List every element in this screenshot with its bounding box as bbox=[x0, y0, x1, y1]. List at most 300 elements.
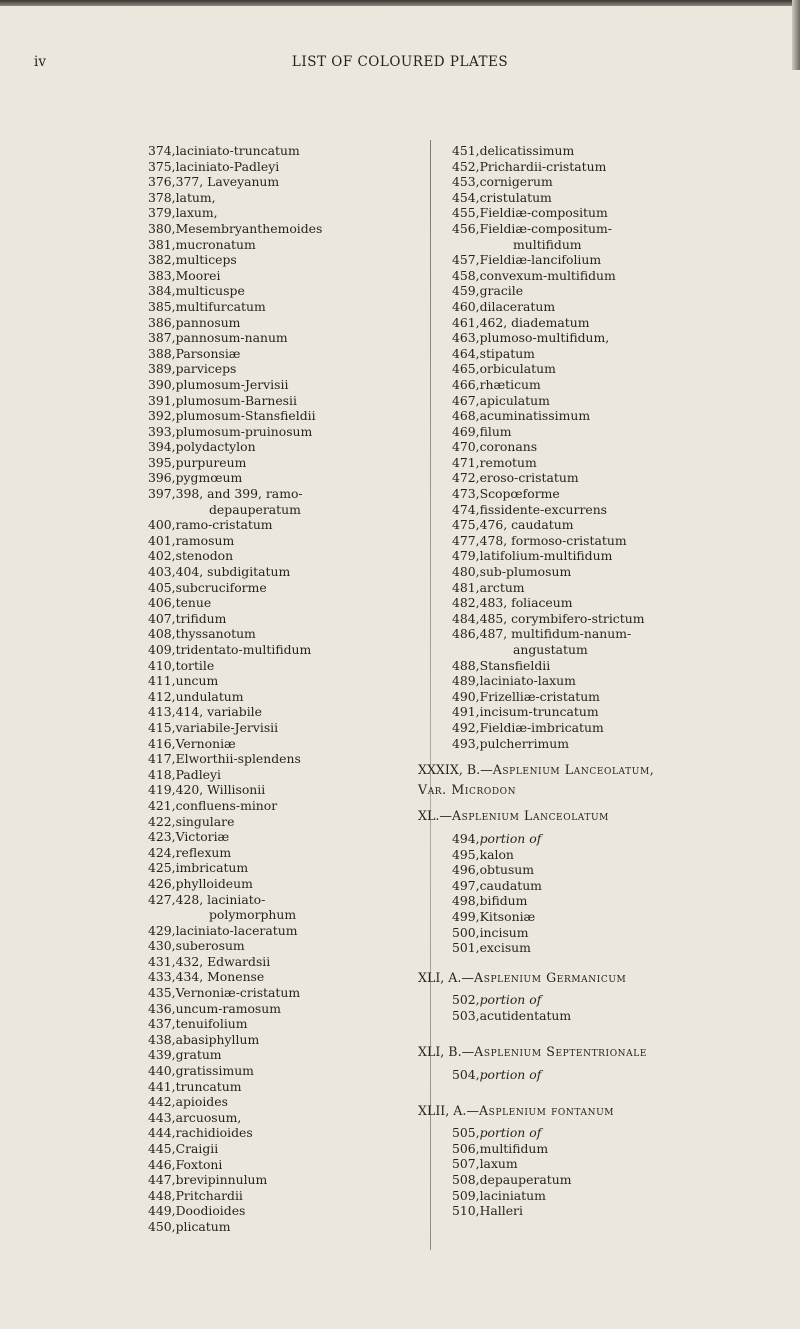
plate-variety-name: 478, formoso-cristatum bbox=[479, 532, 627, 548]
plate-number: 384, bbox=[148, 283, 176, 299]
plate-variety-name: delicatissimum bbox=[479, 143, 575, 158]
plate-entry bbox=[148, 1203, 428, 1219]
plate-variety-name: filum bbox=[479, 423, 512, 439]
plate-variety-name: reflexum bbox=[175, 844, 232, 860]
plate-number: 391, bbox=[148, 392, 176, 408]
section-plate-number: XLII, A.— bbox=[418, 1102, 479, 1118]
plate-variety-name: bifidum bbox=[479, 893, 528, 909]
plate-variety-name: depauperatum bbox=[209, 501, 301, 517]
plate-entry bbox=[148, 767, 428, 783]
plate-variety-name: pygmœum bbox=[175, 470, 243, 486]
plate-variety-name: multicuspe bbox=[175, 283, 245, 299]
plate-entry bbox=[452, 1141, 782, 1157]
plate-variety-name: Prichardii-cristatum bbox=[479, 158, 607, 174]
plate-number: 400, bbox=[148, 517, 176, 533]
plate-entry bbox=[452, 1188, 782, 1204]
plate-variety-name: uncum bbox=[175, 673, 219, 689]
plate-number: 498, bbox=[452, 893, 480, 909]
plate-variety-name: Foxtoni bbox=[175, 1156, 223, 1172]
plate-entry bbox=[452, 642, 782, 658]
plate-number: 437, bbox=[148, 1016, 176, 1032]
plate-variety-name: gratum bbox=[175, 1047, 222, 1063]
plate-entry bbox=[452, 470, 782, 486]
plate-entry bbox=[452, 517, 782, 533]
plate-number: 409, bbox=[148, 642, 176, 657]
plate-entry bbox=[148, 611, 428, 627]
plate-entry bbox=[452, 595, 782, 611]
plate-number: 465, bbox=[452, 361, 480, 377]
plate-number: 401, bbox=[148, 532, 176, 548]
plate-entry bbox=[148, 1047, 428, 1063]
plate-variety-name: 476, caudatum bbox=[479, 517, 574, 533]
plate-entry bbox=[452, 190, 782, 206]
plate-variety-name: laciniato-Padleyi bbox=[175, 158, 280, 174]
plate-variety-name: laciniato-laxum bbox=[479, 673, 576, 689]
plate-variety-name: rhæticum bbox=[479, 376, 541, 392]
plate-number: 395, bbox=[148, 454, 176, 470]
plate-entry bbox=[148, 1188, 428, 1204]
plate-variety-name: abasiphyllum bbox=[175, 1031, 260, 1047]
plate-number: 418, bbox=[148, 766, 176, 782]
plate-number: 411, bbox=[148, 673, 176, 689]
plate-variety-name: 414, variabile bbox=[175, 704, 262, 720]
plate-number: 427, bbox=[148, 891, 176, 907]
plate-variety-name: Halleri bbox=[479, 1203, 523, 1219]
plate-entry bbox=[452, 1067, 782, 1083]
plate-variety-name: ramo-cristatum bbox=[175, 517, 273, 533]
plate-entry bbox=[148, 829, 428, 845]
plate-number: 415, bbox=[148, 719, 176, 735]
plate-variety-name: 420, Willisonii bbox=[175, 782, 266, 798]
plate-variety-name: Craigii bbox=[175, 1141, 219, 1156]
plate-entry bbox=[148, 393, 428, 409]
plate-entry bbox=[452, 658, 782, 674]
plate-entry bbox=[148, 143, 428, 159]
plate-entry bbox=[452, 862, 782, 878]
plate-entry bbox=[148, 205, 428, 221]
plate-variety-name: Mesembryanthemoides bbox=[175, 220, 323, 236]
page-header bbox=[0, 54, 800, 74]
plate-number: 402, bbox=[148, 548, 176, 564]
plate-entry bbox=[452, 361, 782, 377]
plate-number: 508, bbox=[452, 1172, 480, 1188]
plate-number: 493, bbox=[452, 735, 480, 751]
plate-number: 443, bbox=[148, 1109, 176, 1125]
plate-entry bbox=[148, 782, 428, 798]
plate-number: 442, bbox=[148, 1094, 176, 1110]
plate-variety-name: laciniato-laceratum bbox=[175, 922, 298, 938]
plate-entry bbox=[148, 814, 428, 830]
plate-number: 471, bbox=[452, 454, 480, 470]
plate-number: 509, bbox=[452, 1187, 480, 1203]
plate-entry bbox=[148, 517, 428, 533]
plate-number: 506, bbox=[452, 1140, 480, 1156]
plate-variety-name: pannosum bbox=[175, 314, 241, 330]
plate-number: 412, bbox=[148, 688, 176, 704]
plate-number: 405, bbox=[148, 579, 176, 595]
plate-entry bbox=[148, 736, 428, 752]
plate-entry bbox=[452, 502, 782, 518]
plate-variety-name: dilaceratum bbox=[479, 298, 556, 314]
section-plate-number: XLI, A.— bbox=[418, 969, 475, 985]
plate-number: 410, bbox=[148, 657, 176, 673]
plate-variety-name: 398, and 399, ramo- bbox=[175, 486, 303, 502]
plate-number: 429, bbox=[148, 922, 176, 938]
plate-variety-name: Doodioides bbox=[175, 1203, 246, 1219]
plate-number: 379, bbox=[148, 205, 176, 221]
plate-number: 390, bbox=[148, 376, 176, 392]
section-heading bbox=[418, 762, 782, 778]
plate-number: 472, bbox=[452, 470, 480, 486]
plate-number: 459, bbox=[452, 283, 480, 299]
plate-entry bbox=[452, 252, 782, 268]
plate-entry bbox=[148, 1125, 428, 1141]
plate-number: 385, bbox=[148, 298, 176, 314]
section-heading bbox=[418, 970, 782, 986]
plate-entry bbox=[452, 940, 782, 956]
plate-variety-name: thyssanotum bbox=[175, 626, 256, 642]
plate-number: 484, bbox=[452, 610, 480, 626]
plate-entry bbox=[452, 221, 782, 237]
plate-variety-name: plumosum-pruinosum bbox=[175, 423, 313, 439]
plate-entry bbox=[148, 595, 428, 611]
plate-number: 397, bbox=[148, 486, 176, 502]
plate-number: 436, bbox=[148, 1000, 176, 1016]
plate-number: 480, bbox=[452, 564, 480, 580]
plate-number: 479, bbox=[452, 548, 480, 564]
plate-entry bbox=[452, 704, 782, 720]
plate-variety-name: ramosum bbox=[175, 532, 235, 548]
plate-entry bbox=[148, 626, 428, 642]
section-plate-number: XL.— bbox=[418, 808, 452, 824]
plate-variety-name: multifurcatum bbox=[175, 298, 266, 314]
plate-variety-name: portion of bbox=[479, 830, 542, 846]
top-border-rule bbox=[0, 0, 800, 6]
plate-variety-name: Fieldiæ-imbricatum bbox=[479, 719, 604, 735]
plate-number: 426, bbox=[148, 875, 176, 891]
plate-entry bbox=[148, 486, 428, 502]
plate-entry bbox=[148, 876, 428, 892]
plate-variety-name: tenue bbox=[175, 595, 212, 611]
plate-entry bbox=[452, 486, 782, 502]
plate-number: 452, bbox=[452, 158, 480, 174]
plate-entry bbox=[148, 1172, 428, 1188]
plate-number: 435, bbox=[148, 985, 176, 1001]
plate-variety-name: Parsonsiæ bbox=[175, 345, 241, 361]
plate-variety-name: Frizelliæ-cristatum bbox=[479, 688, 600, 704]
plate-number: 422, bbox=[148, 813, 176, 829]
plate-variety-name: tortile bbox=[175, 657, 215, 673]
plate-entry bbox=[452, 1172, 782, 1188]
plate-variety-name: Pritchardii bbox=[175, 1187, 243, 1203]
plate-variety-name: portion of bbox=[479, 992, 542, 1008]
plate-variety-name: portion of bbox=[479, 1067, 542, 1083]
plate-variety-name: multifidum bbox=[513, 236, 582, 252]
plate-number: 430, bbox=[148, 938, 176, 954]
plate-variety-name: Victoriæ bbox=[175, 829, 230, 845]
plate-number: 502, bbox=[452, 992, 480, 1008]
plate-entry bbox=[452, 611, 782, 627]
plate-entry bbox=[148, 658, 428, 674]
plate-entry bbox=[148, 580, 428, 596]
plate-entry bbox=[148, 283, 428, 299]
plate-number: 503, bbox=[452, 1007, 480, 1023]
section-heading bbox=[418, 808, 782, 824]
plate-number: 461, bbox=[452, 314, 480, 330]
plate-entry bbox=[452, 315, 782, 331]
plate-variety-name: plumosum-Jervisii bbox=[175, 376, 289, 392]
plate-number: 407, bbox=[148, 610, 176, 626]
plate-variety-name: gratissimum bbox=[175, 1063, 254, 1079]
plate-entry bbox=[148, 1094, 428, 1110]
plate-number: 374, bbox=[148, 143, 176, 158]
column-divider bbox=[430, 140, 431, 1250]
plate-number: 492, bbox=[452, 719, 480, 735]
plate-number: 475, bbox=[452, 517, 480, 533]
plate-entry bbox=[148, 845, 428, 861]
plate-variety-name: plumosum-Barnesii bbox=[175, 392, 297, 408]
plate-variety-name: plumosum-Stansfieldii bbox=[175, 408, 316, 424]
section-title: Asplenium Septentrionale bbox=[474, 1044, 648, 1060]
plate-number: 497, bbox=[452, 877, 480, 893]
plate-number: 470, bbox=[452, 439, 480, 455]
plate-variety-name: obtusum bbox=[479, 862, 535, 878]
plate-variety-name: 483, foliaceum bbox=[479, 595, 573, 611]
plate-number: 490, bbox=[452, 688, 480, 704]
plate-entry bbox=[452, 143, 782, 159]
plate-entry bbox=[148, 1032, 428, 1048]
plate-number: 455, bbox=[452, 205, 480, 221]
plate-number: 438, bbox=[148, 1031, 176, 1047]
plate-entry bbox=[452, 992, 782, 1008]
plate-number: 448, bbox=[148, 1187, 176, 1203]
plate-entry bbox=[148, 237, 428, 253]
plate-entry bbox=[452, 580, 782, 596]
plate-entry bbox=[452, 330, 782, 346]
plate-entry bbox=[452, 1156, 782, 1172]
plate-entry bbox=[452, 847, 782, 863]
plate-number: 453, bbox=[452, 174, 480, 190]
plate-variety-name: stenodon bbox=[175, 548, 234, 564]
plate-entry bbox=[148, 315, 428, 331]
plate-entry bbox=[452, 689, 782, 705]
plate-entry bbox=[148, 1157, 428, 1173]
plate-number: 375, bbox=[148, 158, 176, 174]
plate-entry bbox=[452, 424, 782, 440]
plate-entry bbox=[148, 1016, 428, 1032]
plate-number: 396, bbox=[148, 470, 176, 486]
plate-variety-name: sub-plumosum bbox=[479, 564, 572, 580]
plate-variety-name: plumoso-multifidum, bbox=[479, 330, 610, 346]
plate-entry bbox=[452, 878, 782, 894]
plate-variety-name: 432, Edwardsii bbox=[175, 953, 271, 969]
plate-entry bbox=[148, 642, 428, 658]
plate-number: 413, bbox=[148, 704, 176, 720]
plate-entry bbox=[452, 925, 782, 941]
plate-number: 463, bbox=[452, 330, 480, 346]
plate-entry bbox=[148, 408, 428, 424]
plate-number: 380, bbox=[148, 220, 176, 236]
running-title: LIST OF COLOURED PLATES bbox=[291, 54, 509, 70]
plate-number: 489, bbox=[452, 673, 480, 689]
plate-number: 477, bbox=[452, 532, 480, 548]
plate-entry bbox=[148, 720, 428, 736]
plate-number: 449, bbox=[148, 1203, 176, 1219]
plate-entry bbox=[452, 205, 782, 221]
plate-variety-name: 404, subdigitatum bbox=[175, 564, 291, 580]
plate-number: 440, bbox=[148, 1063, 176, 1079]
plate-number: 447, bbox=[148, 1172, 176, 1188]
plate-number: 450, bbox=[148, 1218, 176, 1234]
plate-variety-name: 428, laciniato- bbox=[175, 891, 266, 907]
plate-entry bbox=[452, 268, 782, 284]
plate-number: 445, bbox=[148, 1141, 176, 1156]
section-title: Asplenium Lanceolatum bbox=[451, 808, 609, 824]
plate-number: 387, bbox=[148, 330, 176, 346]
plate-variety-name: suberosum bbox=[175, 938, 245, 954]
plate-variety-name: convexum-multifidum bbox=[479, 267, 616, 283]
plate-entry bbox=[148, 1110, 428, 1126]
plate-entry bbox=[452, 626, 782, 642]
section-title: Asplenium fontanum bbox=[478, 1102, 615, 1118]
plate-number: 482, bbox=[452, 595, 480, 611]
plate-variety-name: polydactylon bbox=[175, 439, 256, 455]
plate-entry bbox=[148, 1001, 428, 1017]
section-title: Asplenium Lanceolatum, bbox=[492, 762, 655, 778]
plate-entry bbox=[148, 1141, 428, 1157]
plate-variety-name: caudatum bbox=[479, 877, 542, 893]
plate-number: 510, bbox=[452, 1203, 480, 1219]
plate-variety-name: kalon bbox=[479, 846, 514, 862]
plate-variety-name: singulare bbox=[175, 813, 235, 829]
plate-variety-name: laciniatum bbox=[479, 1187, 546, 1203]
plate-entry bbox=[452, 439, 782, 455]
plate-variety-name: remotum bbox=[479, 454, 537, 470]
plate-entry bbox=[452, 909, 782, 925]
plate-number: 456, bbox=[452, 220, 480, 236]
plate-variety-name: latum, bbox=[175, 189, 216, 205]
plate-number: 458, bbox=[452, 267, 480, 283]
section-heading bbox=[418, 1044, 782, 1060]
plate-entry bbox=[148, 502, 428, 518]
plate-entry bbox=[148, 361, 428, 377]
plate-variety-name: Elworthii-splendens bbox=[175, 751, 301, 767]
plate-number: 403, bbox=[148, 564, 176, 580]
plate-variety-name: Fieldiæ-lancifolium bbox=[479, 252, 602, 268]
plate-entry bbox=[452, 408, 782, 424]
plate-variety-name: Fieldiæ-compositum- bbox=[479, 220, 612, 236]
plate-entry bbox=[148, 689, 428, 705]
plate-entry bbox=[452, 533, 782, 549]
plate-number: 378, bbox=[148, 189, 176, 205]
plate-number: 504, bbox=[452, 1067, 480, 1083]
plate-entry bbox=[148, 969, 428, 985]
plate-entry bbox=[148, 174, 428, 190]
plate-variety-name: confluens-minor bbox=[175, 797, 278, 813]
plate-entry bbox=[452, 455, 782, 471]
plate-variety-name: stipatum bbox=[479, 345, 535, 361]
plate-variety-name: undulatum bbox=[175, 688, 244, 704]
plate-entry bbox=[452, 548, 782, 564]
plate-number: 423, bbox=[148, 829, 176, 845]
plate-variety-name: Fieldiæ-compositum bbox=[479, 205, 608, 221]
plate-entry bbox=[148, 424, 428, 440]
plate-entry bbox=[148, 330, 428, 346]
left-column-list bbox=[148, 143, 428, 1235]
plate-variety-name: pannosum-nanum bbox=[175, 330, 288, 346]
plate-entry bbox=[452, 893, 782, 909]
plate-number: 393, bbox=[148, 423, 176, 439]
plate-variety-name: 487, multifidum-nanum- bbox=[479, 626, 632, 642]
plate-entry bbox=[452, 720, 782, 736]
plate-number: 383, bbox=[148, 267, 176, 283]
plate-number: 469, bbox=[452, 423, 480, 439]
plate-entry bbox=[148, 954, 428, 970]
plate-number: 495, bbox=[452, 846, 480, 862]
plate-number: 416, bbox=[148, 735, 176, 751]
plate-number: 441, bbox=[148, 1078, 176, 1094]
plate-variety-name: Vernoniæ bbox=[175, 735, 236, 751]
plate-number: 488, bbox=[452, 657, 480, 673]
plate-entry bbox=[452, 159, 782, 175]
plate-number: 474, bbox=[452, 501, 480, 517]
plate-number: 467, bbox=[452, 392, 480, 408]
plate-entry bbox=[148, 548, 428, 564]
plate-entry bbox=[148, 346, 428, 362]
plate-entry bbox=[452, 1125, 782, 1141]
plate-number: 454, bbox=[452, 189, 480, 205]
plate-variety-name: 434, Monense bbox=[175, 969, 265, 985]
plate-variety-name: trifidum bbox=[175, 610, 227, 626]
plate-entry bbox=[148, 221, 428, 237]
plate-variety-name: arcuosum, bbox=[175, 1109, 242, 1125]
plate-number: 433, bbox=[148, 969, 176, 985]
plate-variety-name: variabile-Jervisii bbox=[175, 719, 279, 735]
plate-number: 431, bbox=[148, 953, 176, 969]
plate-entry bbox=[148, 985, 428, 1001]
plate-variety-name: arctum bbox=[479, 579, 525, 595]
plate-number: 486, bbox=[452, 626, 480, 642]
plate-number: 501, bbox=[452, 940, 480, 956]
plate-entry bbox=[452, 393, 782, 409]
plate-entry bbox=[148, 252, 428, 268]
plate-entry bbox=[452, 299, 782, 315]
plate-entry bbox=[148, 704, 428, 720]
plate-number: 408, bbox=[148, 626, 176, 642]
plate-variety-name: orbiculatum bbox=[479, 361, 556, 377]
plate-variety-name: polymorphum bbox=[209, 907, 297, 923]
plate-entry bbox=[148, 268, 428, 284]
plate-number: 394, bbox=[148, 439, 176, 455]
plate-entry bbox=[148, 159, 428, 175]
plate-number: 406, bbox=[148, 595, 176, 611]
plate-number: 382, bbox=[148, 252, 176, 268]
plate-number: 491, bbox=[452, 704, 480, 720]
section-plate-number: XXXIX, B.— bbox=[418, 762, 493, 778]
plate-entry bbox=[148, 470, 428, 486]
section-heading bbox=[418, 1103, 782, 1119]
plate-entry bbox=[148, 439, 428, 455]
plate-entry bbox=[452, 673, 782, 689]
plate-variety-name: mucronatum bbox=[175, 236, 256, 252]
plate-entry bbox=[452, 237, 782, 253]
plate-variety-name: multifidum bbox=[479, 1140, 549, 1156]
plate-variety-name: apioides bbox=[175, 1094, 228, 1110]
plate-variety-name: incisum bbox=[479, 924, 529, 940]
plate-variety-name: imbricatum bbox=[175, 860, 249, 876]
plate-variety-name: Kitsoniæ bbox=[479, 908, 536, 924]
plate-entry bbox=[148, 377, 428, 393]
